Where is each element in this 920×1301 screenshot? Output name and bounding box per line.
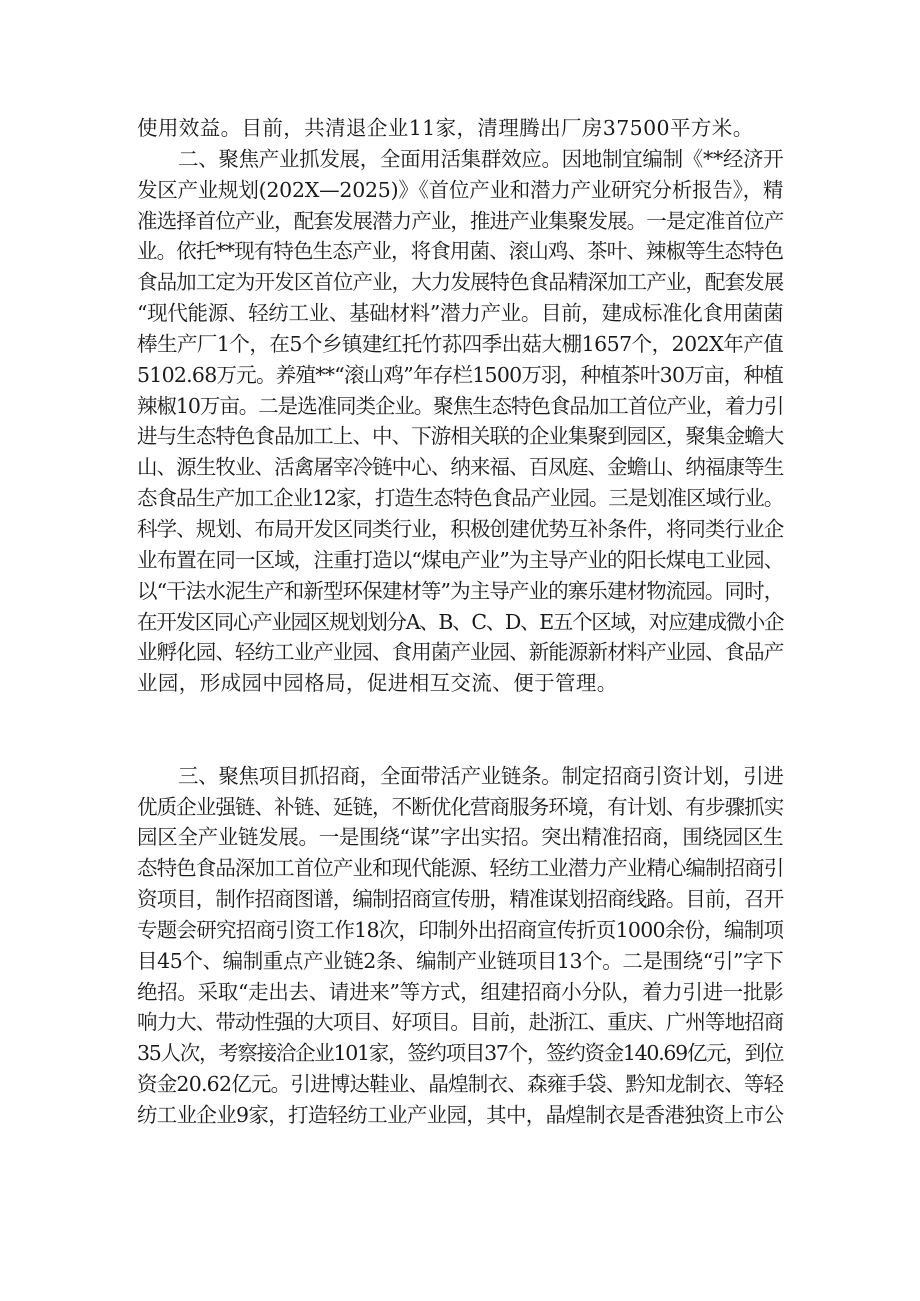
- text-line: 资金20.62亿元。引进博达鞋业、晶煌制衣、森雍手袋、黔知龙制衣、等轻: [137, 1072, 784, 1097]
- text-line: 5102.68万元。养殖**“滚山鸡”年存栏1500万羽，种植茶叶30万亩，种植: [137, 362, 783, 387]
- text-line: 以“干法水泥生产和新型环保建材等”为主导产业的寨乐建材物流园。同时，: [137, 578, 784, 603]
- text-line: 辣椒10万亩。二是选准同类企业。聚焦生态特色食品加工首位产业，着力引: [137, 393, 784, 418]
- text-line: “现代能源、轻纺工业、基础材料”潜力产业。目前，建成标准化食用菌菌: [137, 301, 784, 326]
- paragraph-continuation: [137, 113, 785, 144]
- text-line: 园区全产业链发展。一是围绕“谋”字出实招。突出精准招商，围绕园区生: [137, 825, 784, 850]
- text-line: 准选择首位产业，配套发展潜力产业，推进产业集聚发展。一是定准首位产: [137, 208, 784, 233]
- text-line: 纺工业企业9家，打造轻纺工业产业园，其中，晶煌制衣是香港独资上市公: [137, 1103, 784, 1127]
- text-line: 态特色食品深加工首位产业和现代能源、轻纺工业潜力产业精心编制招商引: [137, 856, 784, 881]
- text-line: 科学、规划、布局开发区同类行业，积极创建优势互补条件，将同类行业企: [137, 516, 784, 541]
- paragraph-industry-development: [137, 144, 785, 761]
- text-line: 专题会研究招商引资工作18次，印制外出招商宣传折页1000余份，编制项: [137, 917, 784, 942]
- text-line: 业园，形成园中园格局，促进相互交流、便于管理。: [137, 671, 618, 696]
- text-line: [137, 730, 785, 761]
- document-body: [137, 113, 785, 1131]
- text-line: 进与生态特色食品加工上、中、下游相关联的企业集聚到园区，聚集金蟾大: [137, 424, 784, 449]
- text-line: 绝招。采取“走出去、请进来”等方式，组建招商小分队，着力引进一批影: [137, 979, 784, 1004]
- text-line: 态食品生产加工企业12家，打造生态特色食品产业园。三是划准区域行业。: [137, 486, 784, 511]
- text-line: 业布置在同一区域，注重打造以“煤电产业”为主导产业的阳长煤电工业园、: [137, 547, 784, 572]
- text-line: 35人次，考察接洽企业101家，签约项目37个，签约资金140.69亿元，到位: [137, 1041, 784, 1066]
- text-line: [137, 699, 785, 730]
- text-line: 发区产业规划(202X—2025)》《首位产业和潜力产业研究分析报告》，精: [137, 177, 784, 202]
- paragraph-investment-attraction: [137, 761, 785, 1131]
- text-line: 棒生产厂1个，在5个乡镇建红托竹荪四季出菇大棚1657个，202X年产值: [137, 331, 784, 356]
- text-line: 山、源生牧业、活禽屠宰冷链中心、纳来福、百凤庭、金蟾山、纳福康等生: [137, 455, 784, 480]
- text-line: 业。依托**现有特色生态产业，将食用菌、滚山鸡、茶叶、辣椒等生态特色: [137, 239, 784, 264]
- text-line: 业孵化园、轻纺工业产业园、食用菌产业园、新能源新材料产业园、食品产: [137, 640, 784, 665]
- text-line: 在开发区同心产业园区规划划分A、B、C、D、E五个区域，对应建成微小企: [137, 609, 784, 634]
- text-line: 三、聚焦项目抓招商，全面带活产业链条。制定招商引资计划，引进: [178, 763, 784, 788]
- text-line: 优质企业强链、补链、延链，不断优化营商服务环境，有计划、有步骤抓实: [137, 794, 784, 819]
- text-line: 二、聚焦产业抓发展，全面用活集群效应。因地制宜编制《**经济开: [178, 146, 784, 171]
- text-line: 响力大、带动性强的大项目、好项目。目前，赴浙江、重庆、广州等地招商: [137, 1010, 784, 1035]
- text-line: 食品加工定为开发区首位产业，大力发展特色食品精深加工产业，配套发展: [137, 270, 784, 295]
- text-line: 目45个、编制重点产业链2条、编制产业链项目13个。二是围绕“引”字下: [137, 948, 784, 973]
- text-line: 资项目，制作招商图谱，编制招商宣传册，精准谋划招商线路。目前，召开: [137, 887, 784, 912]
- text-line: 使用效益。目前，共清退企业11家，清理腾出厂房37500平方米。: [137, 116, 754, 140]
